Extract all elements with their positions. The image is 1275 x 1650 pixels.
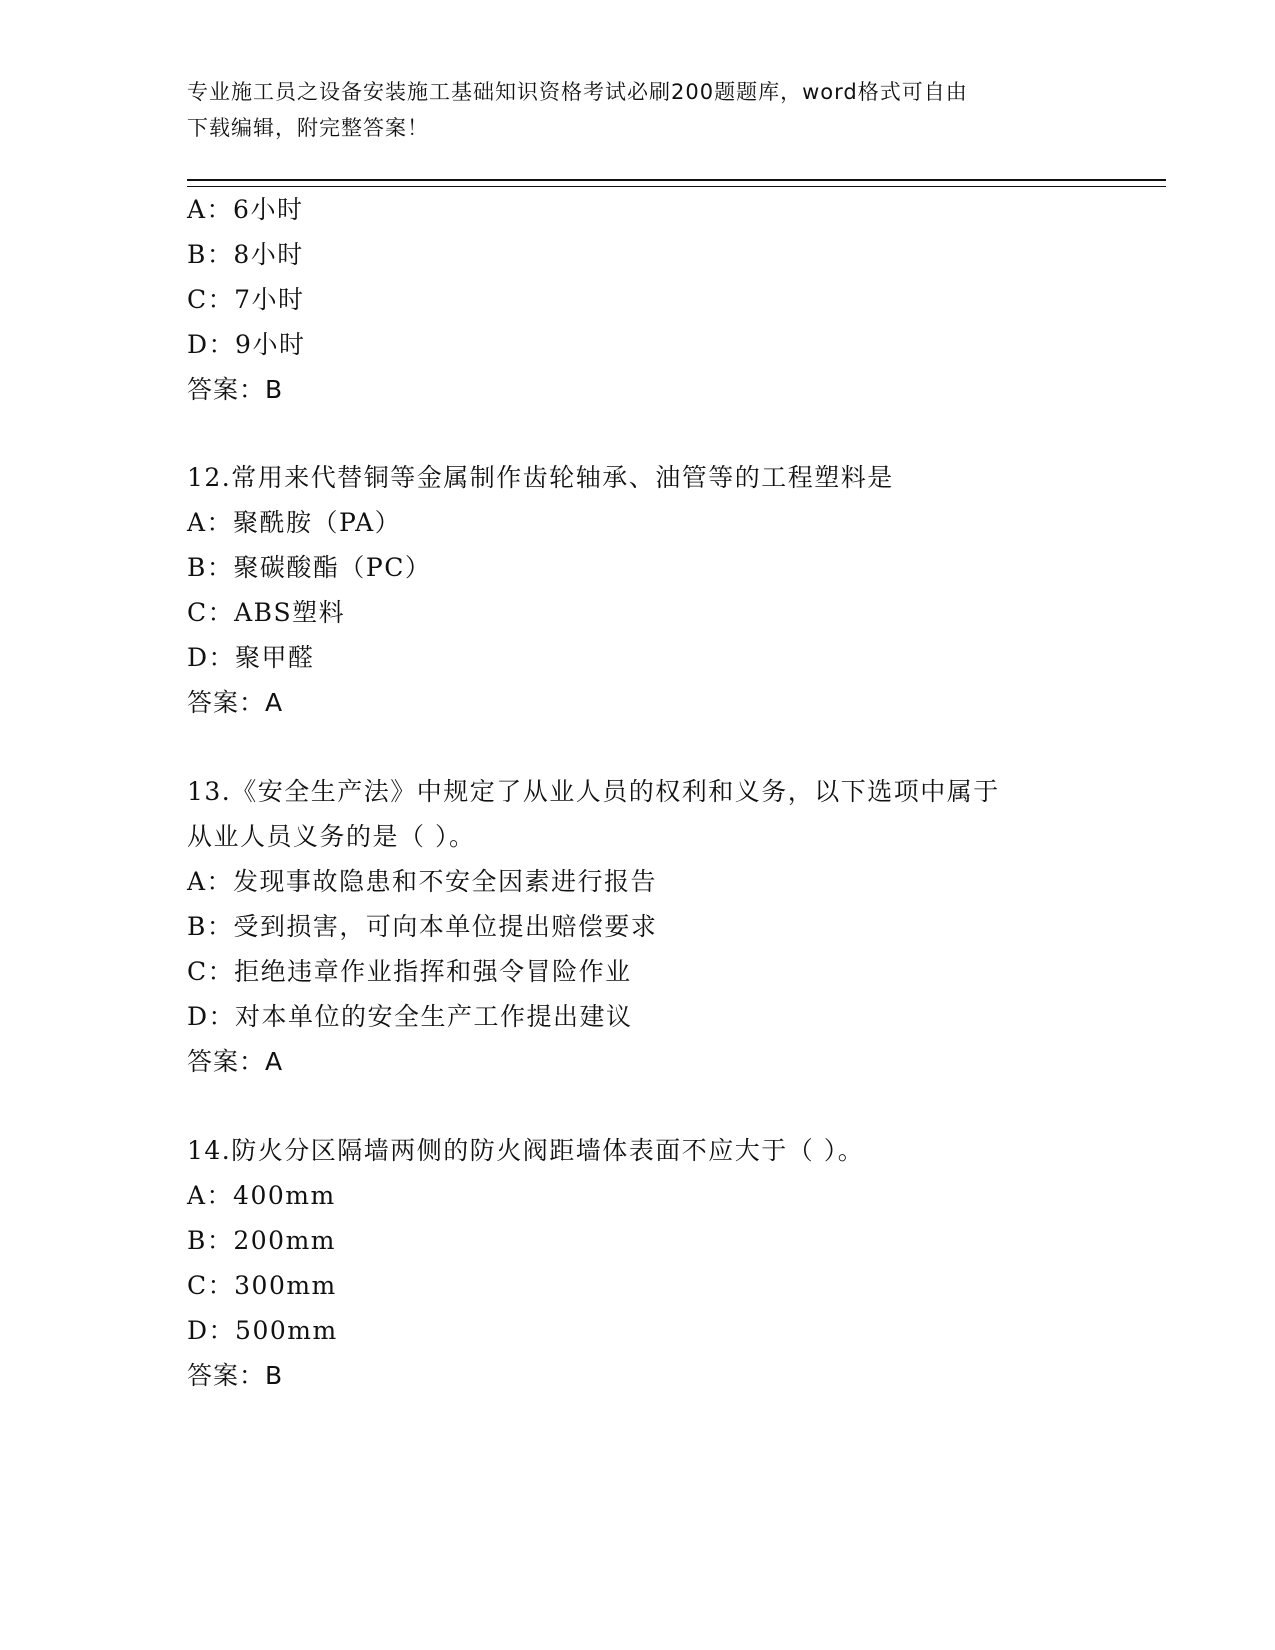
q11-answer: 答案：B	[187, 375, 284, 404]
q11-option-c: C：7小时	[187, 285, 305, 314]
q13-option-d: D：对本单位的安全生产工作提出建议	[187, 1002, 633, 1031]
q12-option-d: D：聚甲醛	[187, 643, 315, 672]
q13-option-c: C：拒绝违章作业指挥和强令冒险作业	[187, 957, 632, 986]
q14-question: 14.防火分区隔墙两侧的防火阀距墙体表面不应大于（ ）。	[187, 1136, 865, 1165]
q12-question: 12.常用来代替铜等金属制作齿轮轴承、油管等的工程塑料是	[187, 463, 894, 492]
q14-option-a: A：400mm	[187, 1181, 336, 1210]
header-title-line-1: 专业施工员之设备安装施工基础知识资格考试必刷200题题库，word格式可自由	[187, 80, 968, 104]
q13-option-a: A：发现事故隐患和不安全因素进行报告	[187, 867, 658, 896]
q12-option-b: B：聚碳酸酯（PC）	[187, 553, 432, 582]
q11-option-a: A：6小时	[187, 195, 304, 224]
document-header	[187, 74, 1087, 146]
q11-option-b: B：8小时	[187, 240, 304, 269]
q13-answer: 答案：A	[187, 1047, 284, 1076]
q11-option-d: D：9小时	[187, 330, 306, 359]
q12-option-c: C：ABS塑料	[187, 598, 346, 627]
header-title-line-2: 下载编辑，附完整答案！	[187, 116, 429, 140]
q14-option-c: C：300mm	[187, 1271, 337, 1300]
header-divider	[187, 179, 1166, 187]
q12-answer: 答案：A	[187, 688, 284, 717]
q14-option-d: D：500mm	[187, 1316, 338, 1345]
q13-option-b: B：受到损害，可向本单位提出赔偿要求	[187, 912, 658, 941]
q13-question-line-1: 13.《安全生产法》中规定了从业人员的权利和义务，以下选项中属于	[187, 777, 1000, 806]
q14-option-b: B：200mm	[187, 1226, 337, 1255]
q13-question-line-2: 从业人员义务的是（ ）。	[187, 822, 476, 851]
q14-answer: 答案：B	[187, 1361, 284, 1390]
q12-option-a: A：聚酰胺（PA）	[187, 508, 402, 537]
